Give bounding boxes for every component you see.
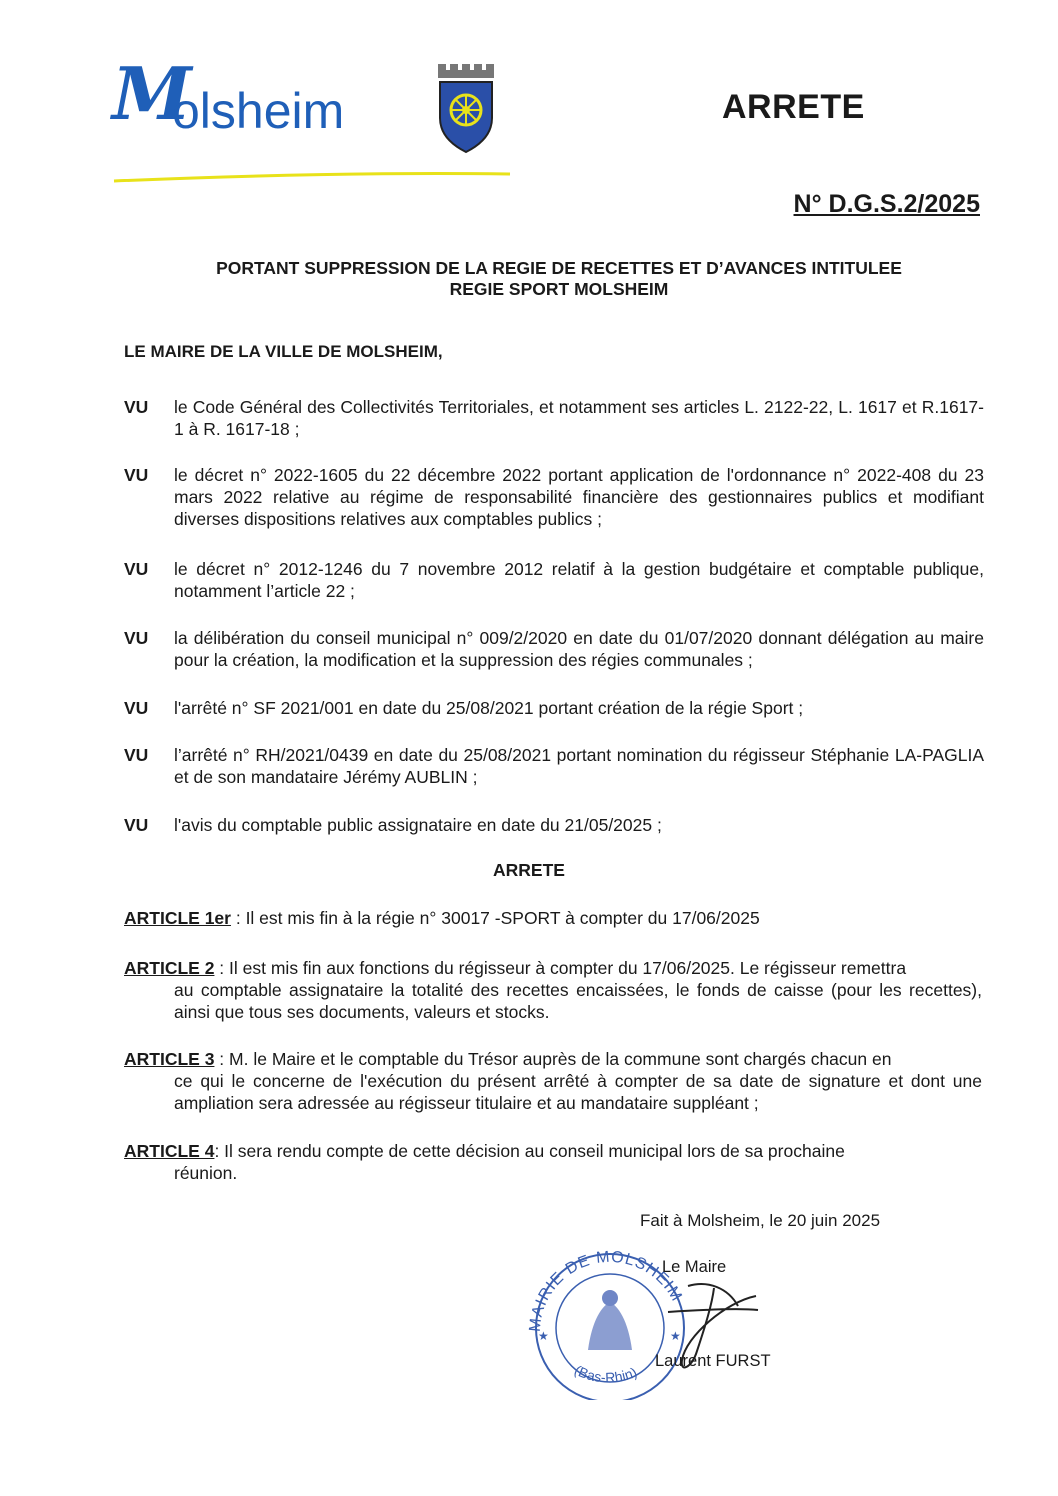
consideration-item: [124, 627, 984, 671]
article-text: Il est mis fin à la régie n° 30017 -SPORT à compter du 17/06/2025: [245, 908, 760, 928]
decision-heading: ARRETE: [493, 860, 565, 880]
subject-line-2: REGIE SPORT MOLSHEIM: [449, 279, 669, 299]
article-text: Il sera rendu compte de cette décision au conseil municipal lors de sa prochaine: [224, 1141, 845, 1161]
vu-label: VU: [124, 815, 149, 835]
consideration-text: le décret n° 2022-1605 du 22 décembre 2022 portant application de l'ordonnance n° 2022-408 du 23 mars 2022 relative au régime de responsabilité financière des gestionnaires publics et modifiant diverses dispositions relatives aux comptables publics ;: [174, 465, 984, 529]
article-text: Il est mis fin aux fonctions du régisseur à compter du 17/06/2025. Le régisseur remettra: [229, 958, 907, 978]
vu-label: VU: [124, 465, 149, 485]
place-and-date: Fait à Molsheim, le 20 juin 2025: [640, 1211, 881, 1230]
decree-subject: [100, 258, 1018, 300]
molsheim-logo: [112, 51, 532, 178]
mayor-title: Le Maire: [662, 1258, 727, 1276]
mayor-name: Laurent FURST: [655, 1352, 771, 1370]
logo-letter: M: [112, 51, 192, 136]
decree-number: N° D.G.S.2/2025: [793, 190, 980, 218]
consideration-text: l'arrêté n° SF 2021/001 en date du 25/08/2021 portant création de la régie Sport ;: [174, 698, 804, 718]
article-1: [124, 907, 982, 929]
article-label: ARTICLE 2: [124, 958, 215, 978]
vu-label: VU: [124, 628, 149, 648]
article-label: ARTICLE 3: [124, 1049, 215, 1069]
article-continuation: au comptable assignataire la totalité des recettes encaissées, le fonds de caisse (pour les recettes), ainsi que tous ses documents, valeurs et stocks.: [174, 980, 982, 1022]
vu-label: VU: [124, 397, 149, 417]
article-continuation: ce qui le concerne de l'exécution du présent arrêté à compter de sa date de signature et dont une ampliation sera adressée au régisseur titulaire et au mandataire suppléant ;: [174, 1071, 982, 1113]
mairie-stamp-icon: [518, 1240, 798, 1400]
consideration-item: [124, 558, 984, 602]
consideration-text: le décret n° 2012-1246 du 7 novembre 2012 relatif à la gestion budgétaire et comptable publique, notamment l’article 22 ;: [174, 559, 984, 601]
vu-label: VU: [124, 698, 149, 718]
svg-text:(Bas-Rhin): [572, 1362, 639, 1386]
article-separator: :: [214, 1049, 230, 1069]
consideration-text: l'avis du comptable public assignataire en date du 21/05/2025 ;: [174, 815, 662, 835]
logo-wordmark: olsheim: [172, 83, 345, 139]
svg-text:★: ★: [670, 1329, 681, 1343]
article-separator: :: [230, 908, 246, 928]
article-label: ARTICLE 1er: [124, 908, 231, 928]
consideration-text: le Code Général des Collectivités Territoriales, et notamment ses articles L. 2122-22, L. 1617 et R.1617-1 à R. 1617-18 ;: [174, 397, 984, 439]
consideration-item: [124, 396, 984, 440]
consideration-text: la délibération du conseil municipal n° 009/2/2020 en date du 01/07/2020 donnant délégation au maire pour la création, la modification et la suppression des régies communales ;: [174, 628, 984, 670]
article-text: M. le Maire et le comptable du Trésor auprès de la commune sont chargés chacun en: [229, 1049, 892, 1069]
consideration-item: [124, 697, 984, 719]
article-label: ARTICLE 4: [124, 1141, 215, 1161]
article-continuation: réunion.: [174, 1163, 238, 1183]
logo-swoosh-icon: [112, 170, 512, 184]
stamp-bottom-text: (Bas-Rhin): [571, 1361, 640, 1386]
article-separator: :: [214, 958, 230, 978]
vu-label: VU: [124, 745, 149, 765]
article-2: [124, 957, 982, 1023]
article-separator: :: [214, 1141, 225, 1161]
article-4: [124, 1140, 982, 1184]
town-crest-icon: [432, 60, 500, 156]
article-3: [124, 1048, 982, 1114]
document-title: ARRETE: [722, 88, 865, 126]
consideration-item: [124, 814, 984, 836]
stamp-top-text: MAIRIE DE MOLSHEIM: [526, 1248, 686, 1333]
consideration-text: l’arrêté n° RH/2021/0439 en date du 25/08/2021 portant nomination du régisseur Stéphanie LA-PAGLIA et de son mandataire Jérémy AUBLIN ;: [174, 745, 984, 787]
vu-label: VU: [124, 559, 149, 579]
consideration-item: [124, 464, 984, 530]
svg-text:★: ★: [538, 1329, 549, 1343]
mayor-intro: LE MAIRE DE LA VILLE DE MOLSHEIM,: [124, 342, 443, 361]
consideration-item: [124, 744, 984, 788]
subject-line-1: PORTANT SUPPRESSION DE LA REGIE DE RECETTES ET D’AVANCES INTITULEE: [216, 258, 902, 278]
